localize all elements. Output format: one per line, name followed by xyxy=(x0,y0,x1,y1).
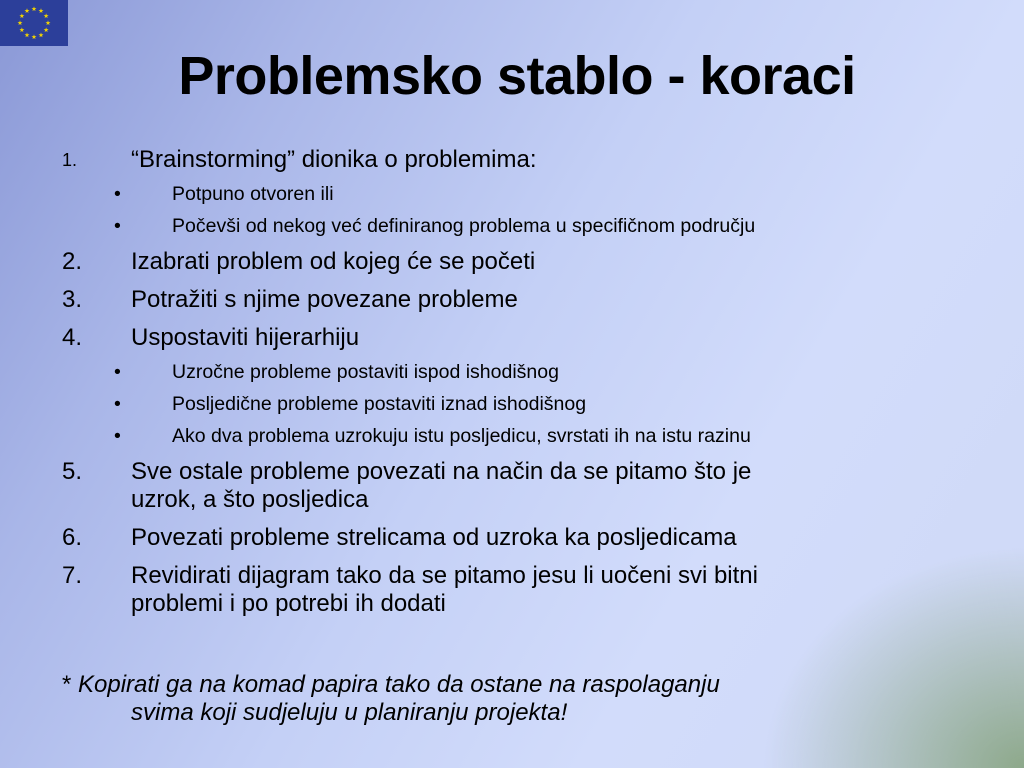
list-item-7 xyxy=(62,562,1002,618)
star-icon xyxy=(39,33,44,38)
list-item-2 xyxy=(62,248,1002,276)
list-number: 1. xyxy=(62,150,78,170)
steps-list xyxy=(62,146,1002,618)
sub-list-item xyxy=(62,424,1002,448)
bullet: • xyxy=(114,361,121,383)
sub-list-item-text: Potpuno otvoren ili xyxy=(172,183,334,205)
list-item-1 xyxy=(62,146,1002,174)
sub-list-item-text: Posljedične probleme postaviti iznad ishodišnog xyxy=(172,393,587,415)
star-icon xyxy=(44,13,49,18)
list-number: 4. xyxy=(62,324,83,351)
star-icon xyxy=(32,34,37,39)
sub-list-item xyxy=(62,360,1002,384)
list-item-text-line: Revidirati dijagram tako da se pitamo jesu li uočeni svi bitni xyxy=(131,562,758,589)
footnote-line: Kopirati ga na komad papira tako da ostane na raspolaganju xyxy=(78,671,720,698)
list-item-text: Uspostaviti hijerarhiju xyxy=(131,324,360,351)
list-item-text: Izabrati problem od kojeg će se početi xyxy=(131,248,536,275)
eu-flag-logo xyxy=(0,0,68,46)
bullet: • xyxy=(114,393,121,415)
list-item-text: “Brainstorming” dionika o problemima: xyxy=(131,146,537,173)
footnote-asterisk: * xyxy=(62,671,79,698)
star-icon xyxy=(25,33,30,38)
list-item-4 xyxy=(62,324,1002,352)
star-icon xyxy=(25,8,30,13)
list-number: 7. xyxy=(62,562,83,589)
list-number: 6. xyxy=(62,524,83,551)
sub-list-item xyxy=(62,182,1002,206)
list-item-3 xyxy=(62,286,1002,314)
star-icon xyxy=(46,20,51,25)
list-item-text: Potražiti s njime povezane probleme xyxy=(131,286,518,313)
list-number: 3. xyxy=(62,286,83,313)
eu-stars-icon xyxy=(0,0,68,46)
list-item-5 xyxy=(62,458,1002,514)
sub-list-item xyxy=(62,214,1002,238)
list-item-text-line: Sve ostale probleme povezati na način da se pitamo što je xyxy=(131,458,752,485)
list-number: 5. xyxy=(62,458,83,485)
star-icon xyxy=(19,27,24,32)
star-icon xyxy=(44,27,49,32)
bullet: • xyxy=(114,425,121,447)
star-icon xyxy=(39,8,44,13)
star-icon xyxy=(32,6,37,11)
footnote xyxy=(62,671,720,727)
sub-list-item-text: Počevši od nekog već definiranog problema u specifičnom području xyxy=(172,215,756,237)
sub-list-item-text: Ako dva problema uzrokuju istu posljedicu, svrstati ih na istu razinu xyxy=(172,425,751,447)
sub-list-item xyxy=(62,392,1002,416)
list-item-text-line: problemi i po potrebi ih dodati xyxy=(131,590,446,617)
list-item-6 xyxy=(62,524,1002,552)
star-icon xyxy=(18,20,23,25)
footnote-line: svima koji sudjeluju u planiranju projekta! xyxy=(131,699,568,726)
slide-title: Problemsko stablo - koraci xyxy=(178,46,856,106)
list-number: 2. xyxy=(62,248,83,275)
bullet: • xyxy=(114,183,121,205)
list-item-text-line: uzrok, a što posljedica xyxy=(131,486,369,513)
sub-list-item-text: Uzročne probleme postaviti ispod ishodišnog xyxy=(172,361,559,383)
star-icon xyxy=(19,13,24,18)
bullet: • xyxy=(114,215,121,237)
list-item-text: Povezati probleme strelicama od uzroka ka posljedicama xyxy=(131,524,737,551)
